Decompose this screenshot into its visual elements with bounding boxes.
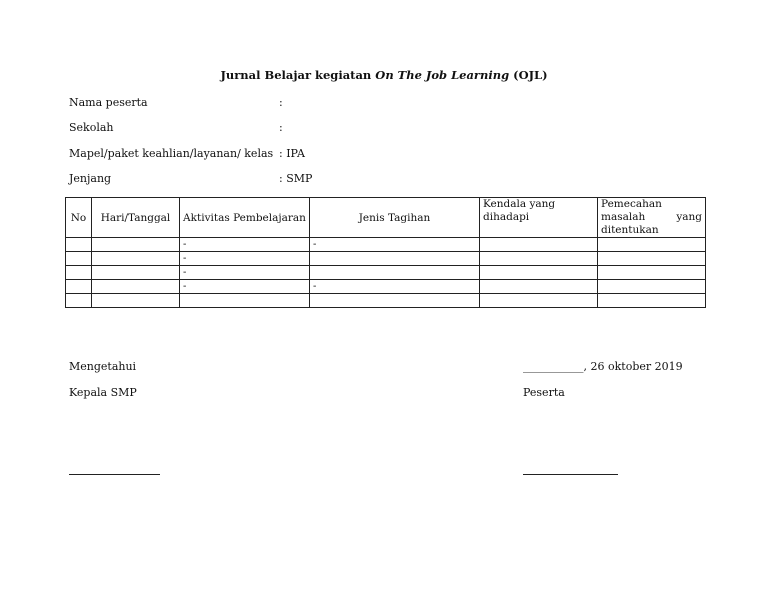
cell-solution[interactable] <box>598 252 706 266</box>
header-solution-line: ditentukan <box>601 224 659 236</box>
field-jenjang <box>69 172 469 186</box>
table-row <box>66 252 706 266</box>
cell-activity[interactable]: - <box>180 252 310 266</box>
table-header-row <box>66 198 706 238</box>
table-row <box>66 294 706 308</box>
footer-date: ___________, 26 oktober 2019 <box>523 360 683 373</box>
journal-table <box>65 197 706 308</box>
cell-no[interactable] <box>66 280 92 294</box>
cell-no[interactable] <box>66 294 92 308</box>
header-obstacle: Kendala yang dihadapi <box>480 198 598 238</box>
footer-mengetahui: Mengetahui <box>69 360 137 373</box>
field-value: : <box>279 121 283 134</box>
cell-task[interactable]: - <box>310 238 480 252</box>
table-row <box>66 266 706 280</box>
field-mapel <box>69 147 469 161</box>
cell-date[interactable] <box>92 280 180 294</box>
table-row <box>66 280 706 294</box>
cell-solution[interactable] <box>598 280 706 294</box>
header-task: Jenis Tagihan <box>310 198 480 238</box>
header-no: No <box>66 198 92 238</box>
header-solution-line: masalah yang <box>601 211 702 223</box>
field-label: Jenjang <box>69 172 112 185</box>
cell-no[interactable] <box>66 238 92 252</box>
cell-obstacle[interactable] <box>480 294 598 308</box>
cell-activity[interactable] <box>180 294 310 308</box>
header-activity: Aktivitas Pembelajaran <box>180 198 310 238</box>
field-value: : IPA <box>279 147 305 160</box>
table-row <box>66 238 706 252</box>
signature-line-left <box>69 474 160 475</box>
footer-peserta: Peserta <box>523 386 565 399</box>
title-suffix: (OJL) <box>509 68 548 82</box>
field-nama-peserta <box>69 96 469 110</box>
cell-date[interactable] <box>92 266 180 280</box>
title-prefix: Jurnal Belajar kegiatan <box>220 68 376 82</box>
cell-activity[interactable]: - <box>180 266 310 280</box>
cell-activity[interactable]: - <box>180 238 310 252</box>
cell-obstacle[interactable] <box>480 266 598 280</box>
field-value: : SMP <box>279 172 313 185</box>
field-label: Mapel/paket keahlian/layanan/ kelas <box>69 147 274 160</box>
cell-task[interactable]: - <box>310 280 480 294</box>
title-italic: On The Job Learning <box>375 68 510 82</box>
cell-task[interactable] <box>310 252 480 266</box>
field-label: Sekolah <box>69 121 114 134</box>
cell-date[interactable] <box>92 238 180 252</box>
cell-obstacle[interactable] <box>480 252 598 266</box>
cell-no[interactable] <box>66 252 92 266</box>
cell-task[interactable] <box>310 294 480 308</box>
cell-date[interactable] <box>92 252 180 266</box>
header-solution-line: Pemecahan <box>601 198 662 210</box>
cell-activity[interactable]: - <box>180 280 310 294</box>
header-date: Hari/Tanggal <box>92 198 180 238</box>
field-value: : <box>279 96 283 109</box>
field-sekolah <box>69 121 469 135</box>
cell-obstacle[interactable] <box>480 238 598 252</box>
field-label: Nama peserta <box>69 96 148 109</box>
cell-solution[interactable] <box>598 294 706 308</box>
cell-task[interactable] <box>310 266 480 280</box>
cell-no[interactable] <box>66 266 92 280</box>
signature-line-right <box>523 474 618 475</box>
cell-date[interactable] <box>92 294 180 308</box>
footer-kepala: Kepala SMP <box>69 386 137 399</box>
cell-solution[interactable] <box>598 238 706 252</box>
document-title <box>0 68 768 82</box>
header-solution <box>598 198 706 238</box>
cell-obstacle[interactable] <box>480 280 598 294</box>
cell-solution[interactable] <box>598 266 706 280</box>
